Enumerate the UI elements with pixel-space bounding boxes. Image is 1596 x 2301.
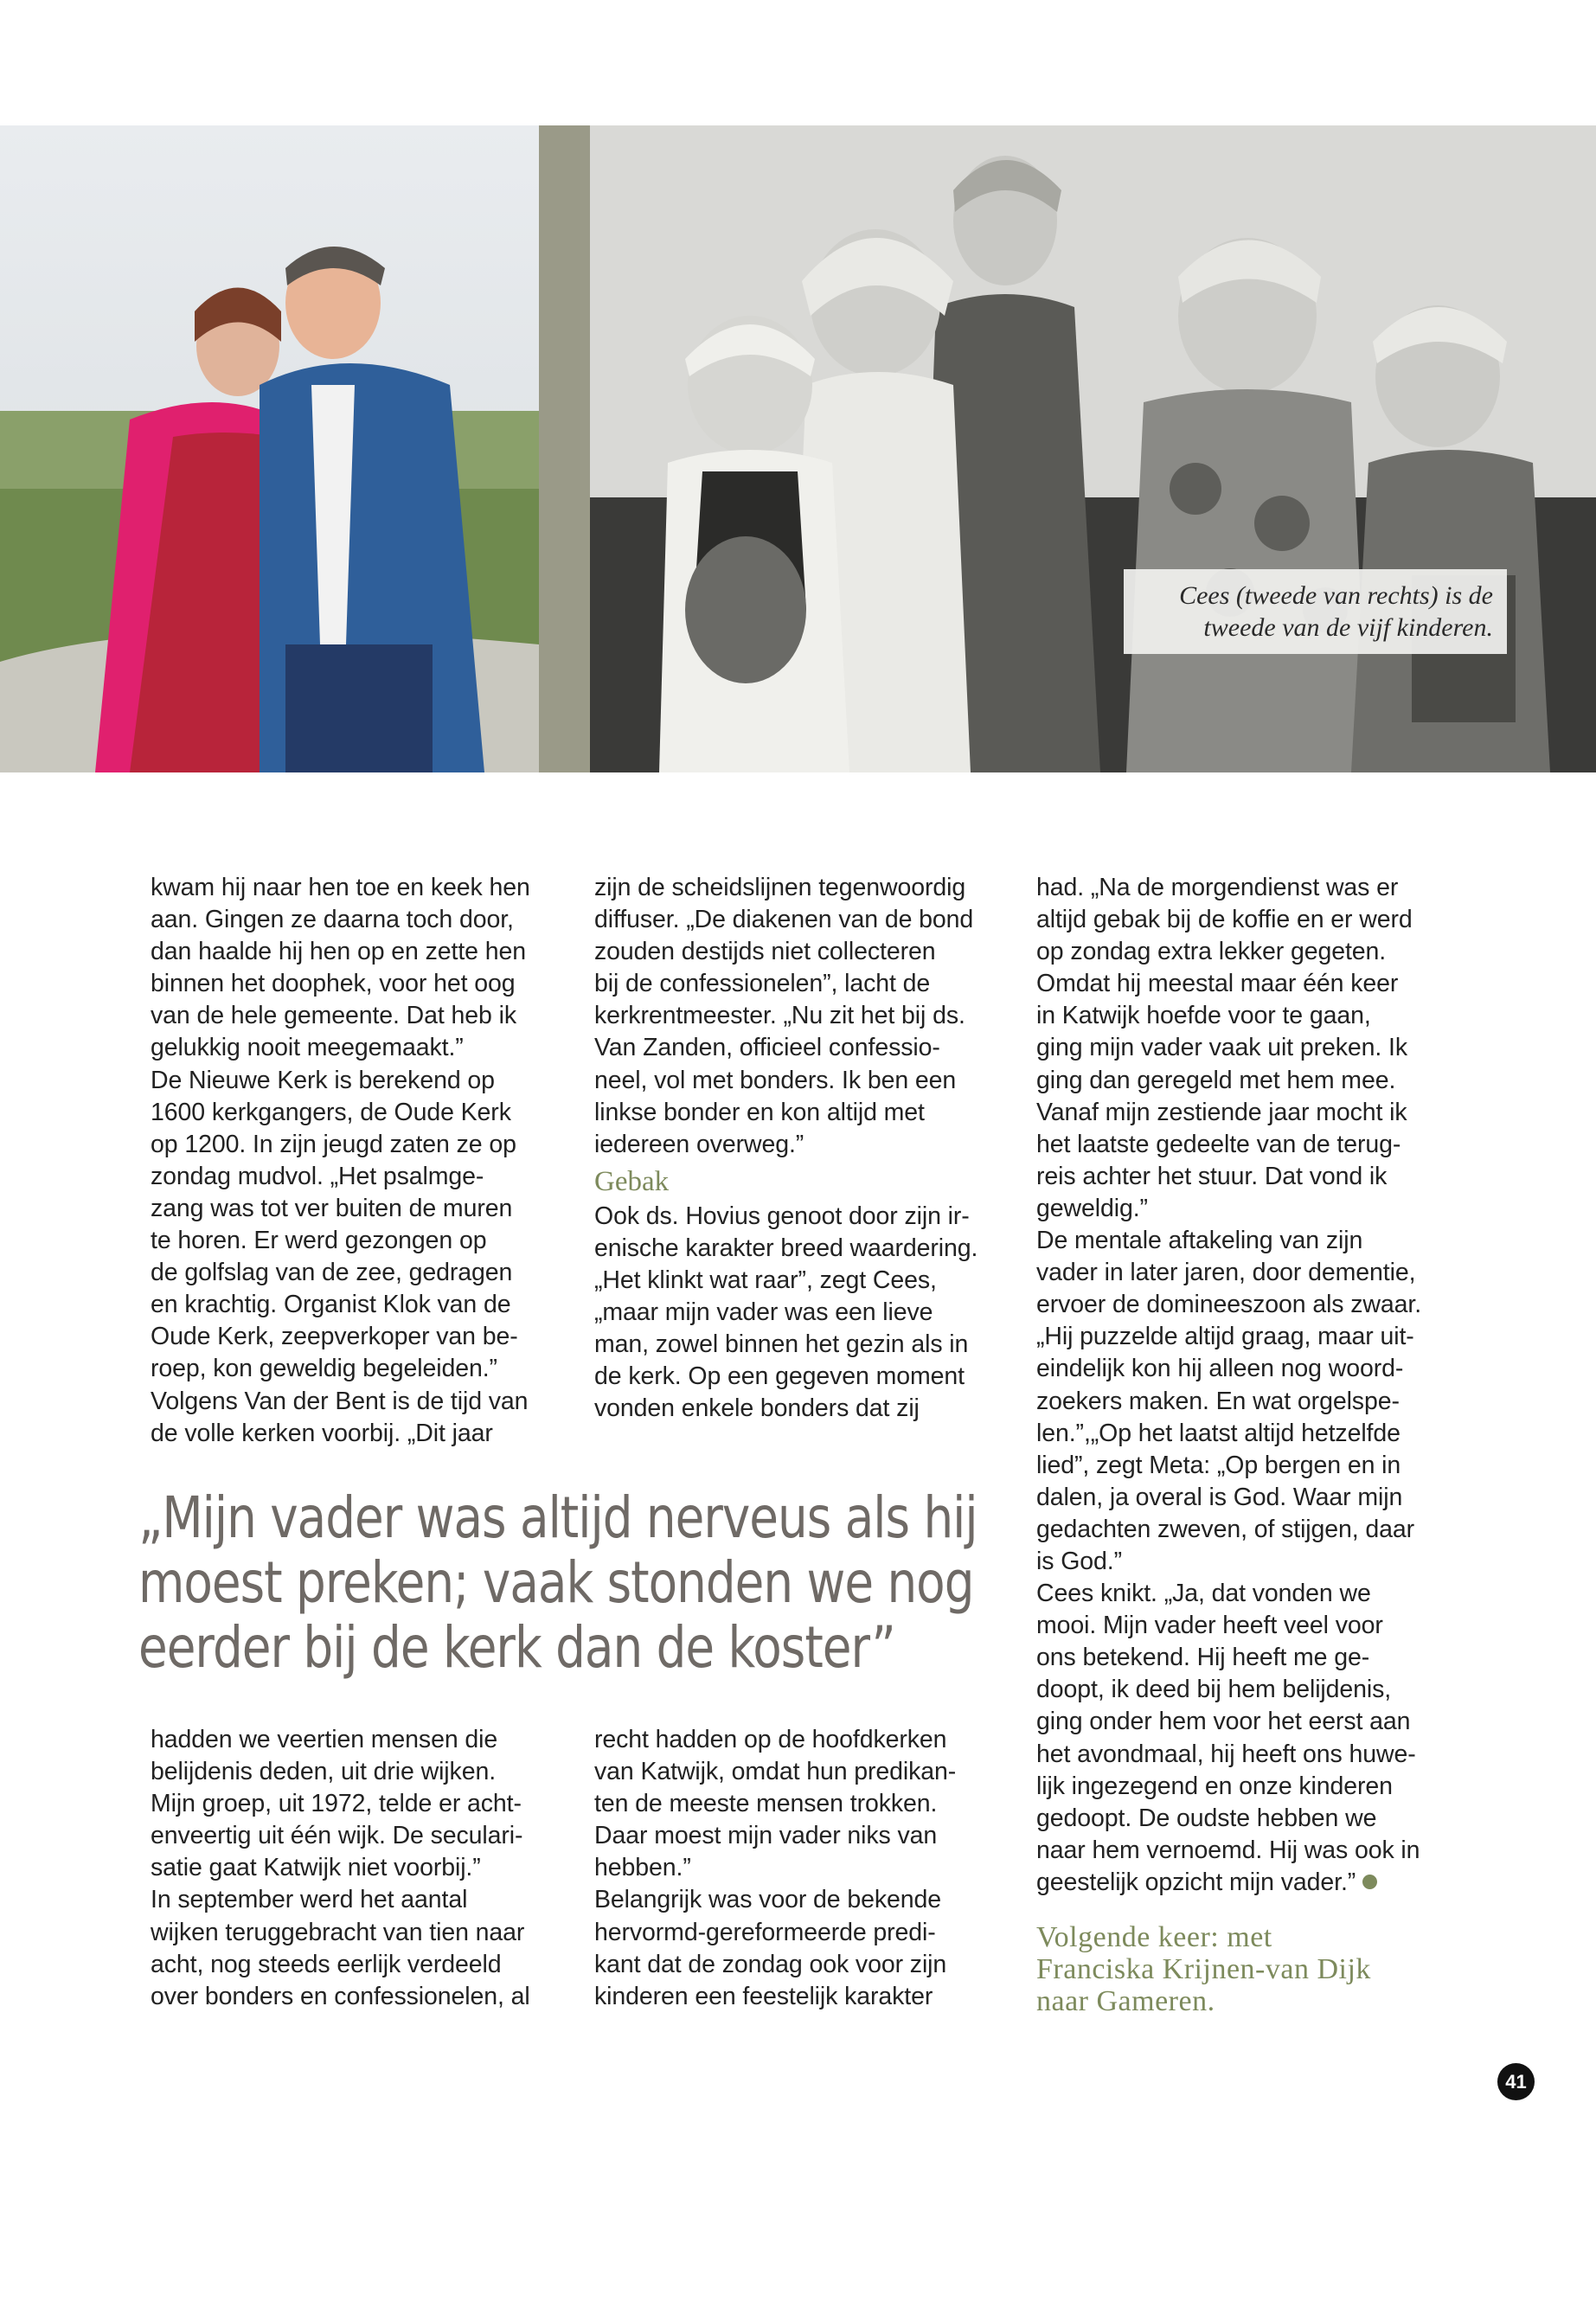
text-line: Mijn groep, uit 1972, telde er acht- <box>151 1790 522 1818</box>
text-line: hebben.” <box>594 1854 691 1882</box>
text-line: lied”, zegt Meta: „Op bergen en in <box>1036 1451 1401 1479</box>
text-line: Daar moest mijn vader niks van <box>594 1822 938 1850</box>
text-line: kinderen een feestelijk karakter <box>594 1982 933 2010</box>
text-line: kant dat de zondag ook voor zijn <box>594 1950 947 1978</box>
text-line: de volle kerken voorbij. „Dit jaar <box>151 1419 493 1447</box>
text-line: over bonders en confessionelen, al <box>151 1982 530 2010</box>
text-line: linkse bonder en kon altijd met <box>594 1098 925 1126</box>
text-line: aan. Gingen ze daarna toch door, <box>151 906 514 934</box>
text-line: „Hij puzzelde altijd graag, maar uit- <box>1036 1323 1414 1351</box>
text-line: van de hele gemeente. Dat heb ik <box>151 1002 517 1030</box>
text-line: ervoer de domineeszoon als zwaar. <box>1036 1291 1422 1319</box>
text-line: ging dan geregeld met hem mee. <box>1036 1066 1396 1094</box>
text-line: belijdenis deden, uit drie wijken. <box>151 1758 497 1786</box>
text-line: 1600 kerkgangers, de Oude Kerk <box>151 1098 511 1126</box>
text-line: diffuser. „De diakenen van de bond <box>594 906 974 934</box>
text-line: van Katwijk, omdat hun predikan- <box>594 1758 957 1786</box>
text-line: dan haalde hij hen op en zette hen <box>151 938 526 966</box>
text-line: „Het klinkt wat raar”, zegt Cees, <box>594 1266 937 1295</box>
text-line: vader in later jaren, door dementie, <box>1036 1259 1416 1287</box>
next-issue-teaser <box>1036 1921 1443 2017</box>
text-line: hadden we veertien mensen die <box>151 1726 498 1753</box>
column-bottom-middle <box>594 1724 1001 2013</box>
text-line: vonden enkele bonders dat zij <box>594 1394 920 1423</box>
text-line: op zondag extra lekker gegeten. <box>1036 938 1387 966</box>
text-line: enveertig uit één wijk. De seculari- <box>151 1822 523 1850</box>
text-line: de kerk. Op een gegeven moment <box>594 1362 965 1391</box>
teaser-line: naar Gameren. <box>1036 1985 1215 2017</box>
text-line: altijd gebak bij de koffie en er werd <box>1036 906 1413 934</box>
text-line: ging onder hem voor het eerst aan <box>1036 1708 1411 1736</box>
text-line: op 1200. In zijn jeugd zaten ze op <box>151 1130 516 1158</box>
section-subhead: Gebak <box>594 1165 670 1197</box>
text-line-end-text: geestelijk opzicht mijn vader.” <box>1036 1868 1356 1896</box>
text-line: zang was tot ver buiten de muren <box>151 1194 513 1222</box>
text-line: Van Zanden, officieel confessio- <box>594 1034 940 1062</box>
text-line: iedereen overweg.” <box>594 1130 804 1158</box>
text-line: eindelijk kon hij alleen nog woord- <box>1036 1355 1404 1383</box>
text-line: het avondmaal, hij heeft ons huwe- <box>1036 1740 1416 1768</box>
column-right <box>1036 872 1443 2017</box>
pull-quote-line: eerder bij de kerk dan de koster” <box>138 1614 895 1681</box>
text-line: kwam hij naar hen toe en keek hen <box>151 874 530 901</box>
text-line: kerkrentmeester. „Nu zit het bij ds. <box>594 1002 965 1030</box>
text-line: zouden destijds niet collecteren <box>594 938 936 966</box>
end-mark-icon <box>1362 1875 1377 1889</box>
text-line: roep, kon geweldig begeleiden.” <box>151 1355 497 1383</box>
caption-line: Cees (tweede van rechts) is de <box>1179 581 1493 610</box>
couple-photo-art <box>0 125 539 772</box>
page-number: 41 <box>1497 2063 1535 2100</box>
pull-quote <box>138 1484 977 1681</box>
text-line: Cees knikt. „Ja, dat vonden we <box>1036 1580 1371 1608</box>
text-line: wijken teruggebracht van tien naar <box>151 1918 525 1946</box>
text-line: bij de confessionelen”, lacht de <box>594 970 931 998</box>
text-line: neel, vol met bonders. Ik ben een <box>594 1066 957 1094</box>
text-line: satie gaat Katwijk niet voorbij.” <box>151 1854 481 1882</box>
column-top-middle <box>594 872 1001 1426</box>
column-top-left <box>151 872 557 1450</box>
photo-caption <box>1124 569 1507 654</box>
pull-quote-line: moest preken; vaak stonden we nog <box>138 1549 974 1616</box>
text-line: ging mijn vader vaak uit preken. Ik <box>1036 1034 1407 1062</box>
text-line: ons betekend. Hij heeft me ge- <box>1036 1644 1370 1672</box>
text-line: recht hadden op de hoofdkerken <box>594 1726 947 1753</box>
text-line: te horen. Er werd gezongen op <box>151 1227 487 1255</box>
text-line: de golfslag van de zee, gedragen <box>151 1259 513 1287</box>
text-line: Ook ds. Hovius genoot door zijn ir- <box>594 1202 970 1230</box>
text-line: het laatste gedeelte van de terug- <box>1036 1130 1401 1158</box>
text-line: ten de meeste mensen trokken. <box>594 1790 938 1818</box>
text-line: naar hem vernoemd. Hij was ook in <box>1036 1836 1420 1864</box>
text-line: Oude Kerk, zeepverkoper van be- <box>151 1323 518 1351</box>
text-line: gelukkig nooit meegemaakt.” <box>151 1034 464 1062</box>
text-line-end <box>1036 1867 1443 1899</box>
text-line: in Katwijk hoefde voor te gaan, <box>1036 1002 1371 1030</box>
text-line: en krachtig. Organist Klok van de <box>151 1291 511 1319</box>
caption-line: tweede van de vijf kinderen. <box>1203 613 1493 642</box>
pull-quote-line: „Mijn vader was altijd nerveus als hij <box>138 1484 977 1551</box>
column-bottom-left <box>151 1724 557 2013</box>
children-photo-art <box>590 125 1596 772</box>
text-line: is God.” <box>1036 1547 1122 1575</box>
text-line: zoekers maken. En wat orgelspe- <box>1036 1387 1400 1415</box>
text-line: hervormd-gereformeerde predi- <box>594 1918 936 1946</box>
text-line: doopt, ik deed bij hem belijdenis, <box>1036 1676 1392 1704</box>
text-line: reis achter het stuur. Dat vond ik <box>1036 1162 1388 1190</box>
text-line: De Nieuwe Kerk is berekend op <box>151 1066 495 1094</box>
teaser-line: Franciska Krijnen-van Dijk <box>1036 1953 1371 1985</box>
text-line: Belangrijk was voor de bekende <box>594 1886 941 1914</box>
text-line: enische karakter breed waardering. <box>594 1234 978 1262</box>
text-line: „maar mijn vader was een lieve <box>594 1298 933 1327</box>
text-line: geweldig.” <box>1036 1194 1148 1222</box>
text-line: Volgens Van der Bent is de tijd van <box>151 1387 529 1415</box>
text-line: De mentale aftakeling van zijn <box>1036 1227 1363 1255</box>
photo-divider-strip <box>539 125 590 772</box>
text-line: gedachten zweven, of stijgen, daar <box>1036 1515 1415 1543</box>
children-photo <box>590 125 1596 772</box>
text-line: had. „Na de morgendienst was er <box>1036 874 1399 901</box>
text-line: acht, nog steeds eerlijk verdeeld <box>151 1950 502 1978</box>
text-line: zijn de scheidslijnen tegenwoordig <box>594 874 966 901</box>
text-line: zondag mudvol. „Het psalmge- <box>151 1162 484 1190</box>
text-line: gedoopt. De oudste hebben we <box>1036 1804 1377 1832</box>
text-line: Omdat hij meestal maar één keer <box>1036 970 1399 998</box>
text-line: Vanaf mijn zestiende jaar mocht ik <box>1036 1098 1407 1126</box>
teaser-line: Volgende keer: met <box>1036 1921 1272 1953</box>
text-line: len.”,„Op het laatst altijd hetzelfde <box>1036 1419 1401 1447</box>
text-line: man, zowel binnen het gezin als in <box>594 1330 969 1359</box>
text-line: In september werd het aantal <box>151 1886 468 1914</box>
text-line: binnen het doophek, voor het oog <box>151 970 516 998</box>
text-line: lijk ingezegend en onze kinderen <box>1036 1772 1393 1800</box>
couple-photo <box>0 125 539 772</box>
text-line: dalen, ja overal is God. Waar mijn <box>1036 1483 1403 1511</box>
text-line: mooi. Mijn vader heeft veel voor <box>1036 1612 1383 1640</box>
